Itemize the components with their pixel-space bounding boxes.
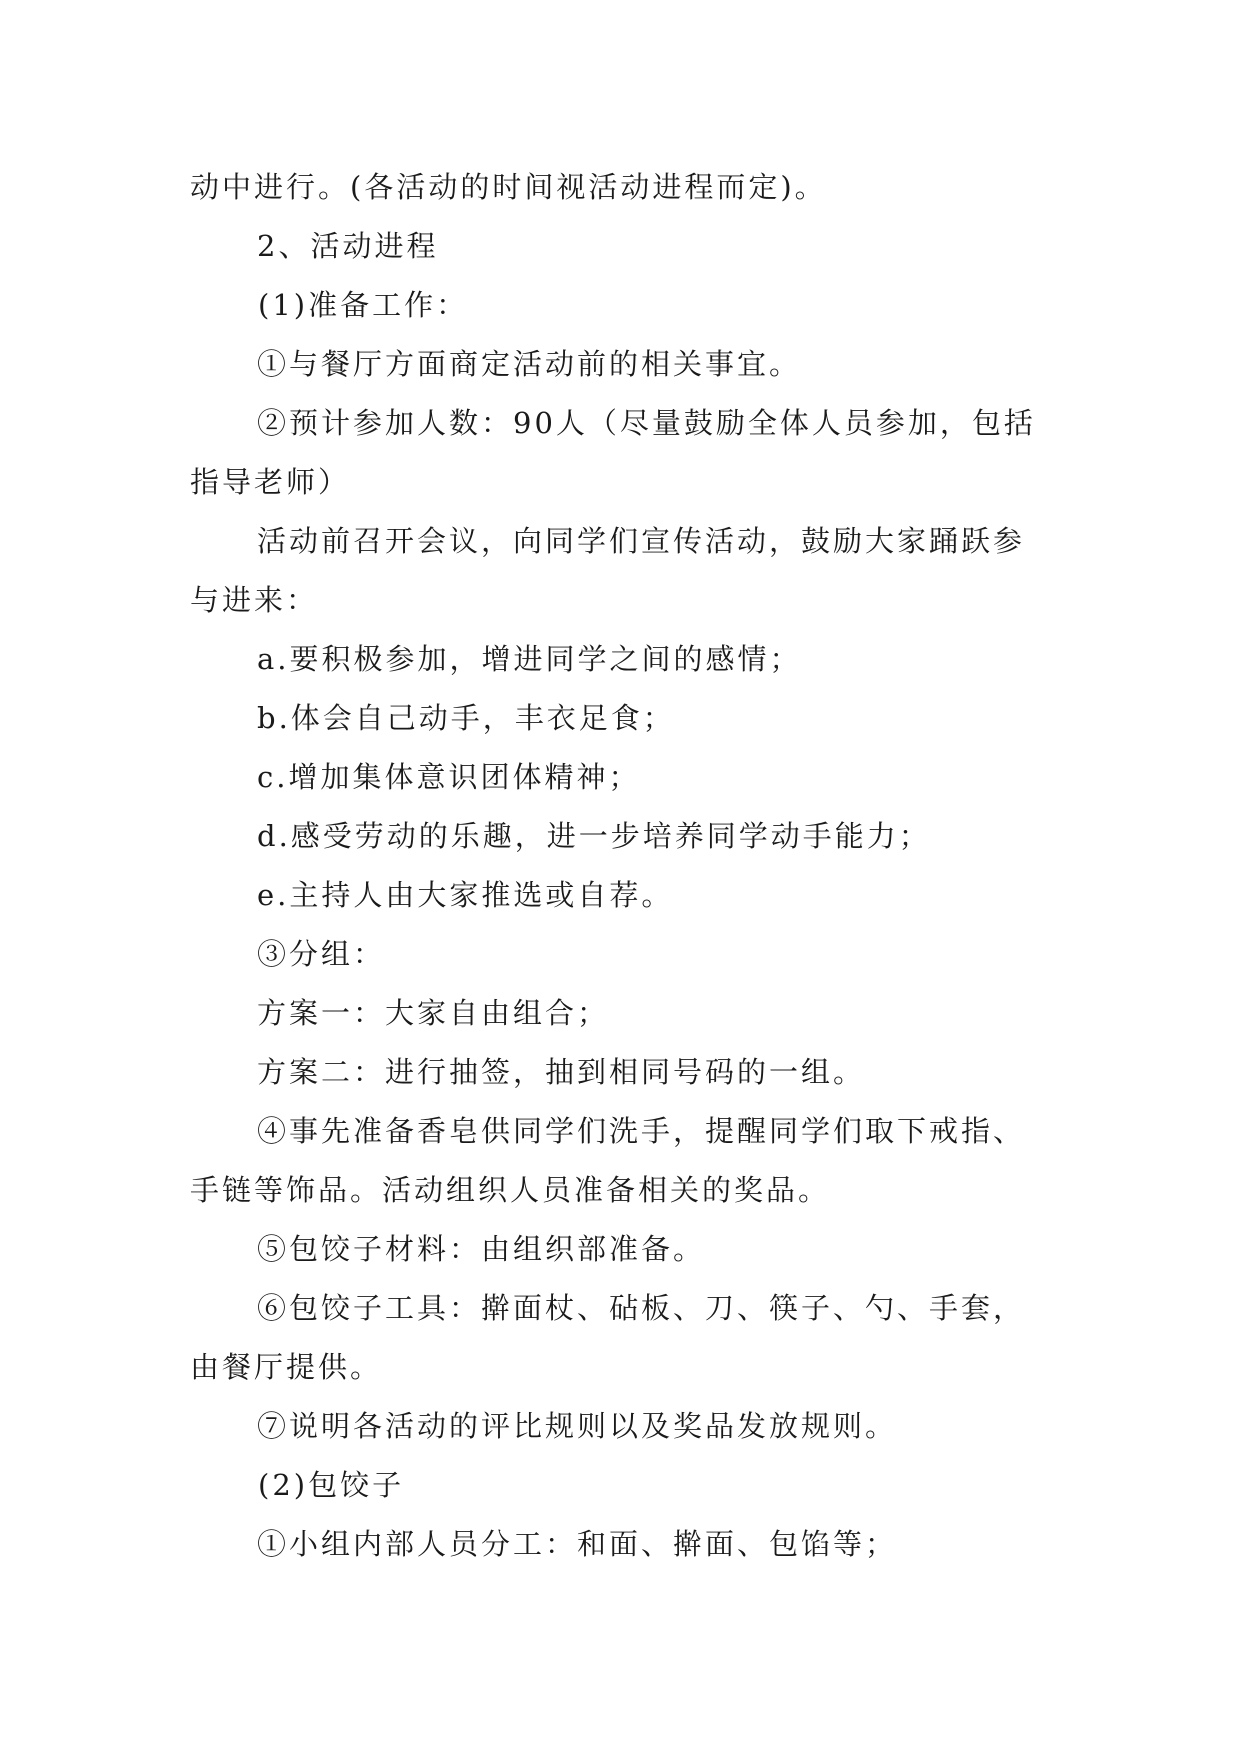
list-item: ⑦说明各活动的评比规则以及奖品发放规则。 (257, 1409, 898, 1443)
list-item: 方案二：进行抽签，抽到相同号码的一组。 (257, 1055, 866, 1089)
paragraph-line: 手链等饰品。活动组织人员准备相关的奖品。 (190, 1173, 831, 1207)
list-item: ①小组内部人员分工：和面、擀面、包馅等； (257, 1527, 898, 1561)
list-item: ①与餐厅方面商定活动前的相关事宜。 (257, 347, 802, 381)
section-heading: 2、活动进程 (257, 229, 439, 263)
list-item: ④事先准备香皂供同学们洗手，提醒同学们取下戒指、 (257, 1114, 1026, 1148)
paragraph-line: 动中进行。(各活动的时间视活动进程而定)。 (190, 170, 827, 204)
document-body (190, 158, 1070, 1574)
list-item: e.主持人由大家推选或自荐。 (257, 878, 674, 912)
list-item: a.要积极参加，增进同学之间的感情； (257, 642, 802, 676)
list-item: 方案一：大家自由组合； (257, 996, 610, 1030)
paragraph-line: 由餐厅提供。 (190, 1350, 383, 1384)
paragraph-line: 与进来： (190, 583, 319, 617)
paragraph-line: 指导老师） (190, 465, 351, 499)
paragraph-line: 活动前召开会议，向同学们宣传活动，鼓励大家踊跃参 (257, 524, 1026, 558)
list-item: c.增加集体意识团体精神； (257, 760, 641, 794)
list-item: ②预计参加人数：90人（尽量鼓励全体人员参加，包括 (257, 406, 1036, 440)
list-item: b.体会自己动手，丰衣足食； (257, 701, 675, 735)
list-item: ⑤包饺子材料：由组织部准备。 (257, 1232, 706, 1266)
list-item: d.感受劳动的乐趣，进一步培养同学动手能力； (257, 819, 931, 853)
subsection-heading: (2)包饺子 (258, 1468, 405, 1502)
list-item: ③分组： (257, 937, 386, 971)
subsection-heading: (1)准备工作： (258, 288, 469, 322)
list-item: ⑥包饺子工具：擀面杖、砧板、刀、筷子、勺、手套， (257, 1291, 1026, 1325)
